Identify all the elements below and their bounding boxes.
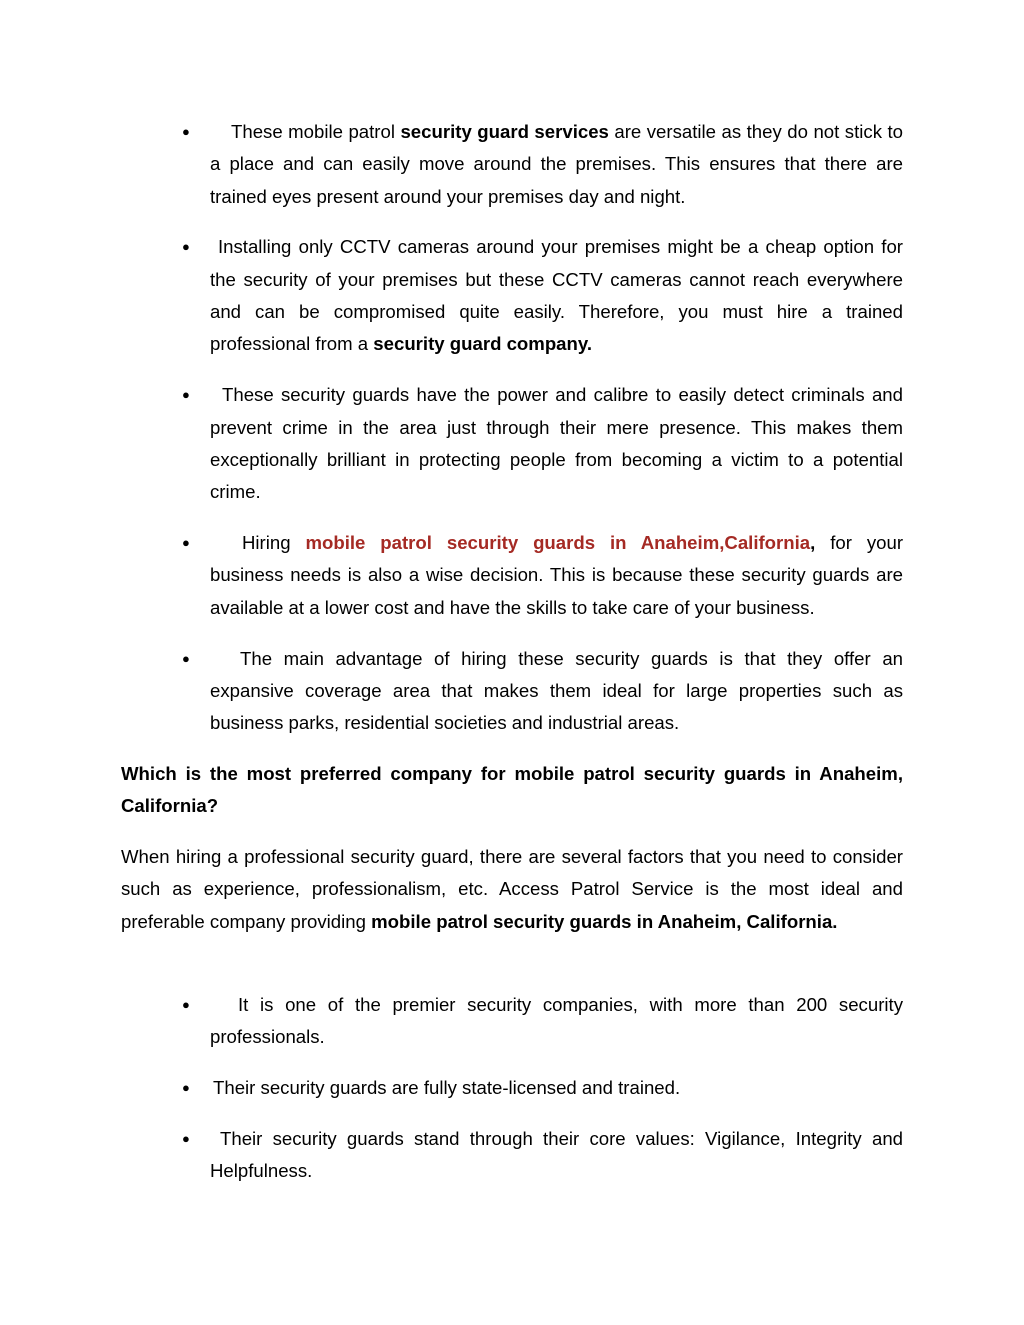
list-item <box>182 989 903 1054</box>
body-paragraph: When hiring a professional security guard, there are several factors that you need to consider such as experience, professionalism, etc. Access Patrol Service is the most ideal and preferable company providing mobile patrol security guards in Anaheim, California. <box>121 846 903 932</box>
benefits-list <box>182 116 903 739</box>
list-item-text: Installing only CCTV cameras around your premises might be a cheap option for the security of your premises but these CCTV cameras cannot reach everywhere and can be compromised quite easily. Therefore, you must hire a trained professional from a security guard company. <box>210 236 903 355</box>
list-item <box>182 643 903 740</box>
bold-phrase: security guard company. <box>373 333 593 355</box>
bullet-icon: ● <box>182 535 190 551</box>
bullet-icon: ● <box>182 997 190 1012</box>
section-heading: Which is the most preferred company for mobile patrol security guards in Anaheim, California? <box>121 763 903 817</box>
bullet-icon: ● <box>182 1080 190 1096</box>
list-item-text: Hiring mobile patrol security guards in Anaheim,California, for your business needs is also a wise decision. This is because these security guards are available at a lower cost and have the skills to take care of your business. <box>210 532 904 618</box>
bold-phrase: mobile patrol security guards in Anaheim, California. <box>371 910 838 932</box>
list-item-text: It is one of the premier security companies, with more than 200 security professionals. <box>210 994 903 1048</box>
list-item-text: These mobile patrol security guard services are versatile as they do not stick to a place and can easily move around the premises. This ensures that there are trained eyes present around your premises day and night. <box>210 121 903 207</box>
list-item <box>182 1123 903 1188</box>
bold-phrase: security guard services <box>400 121 609 142</box>
mobile-patrol-link[interactable]: mobile patrol security guards in Anaheim,California <box>305 532 811 554</box>
list-item <box>182 116 903 213</box>
list-item <box>182 231 903 360</box>
bullet-icon: ● <box>182 387 190 403</box>
bullet-icon: ● <box>182 239 190 255</box>
list-item-text: The main advantage of hiring these security guards is that they offer an expansive coverage area that makes them ideal for large properties such as business parks, residential societies and industrial areas. <box>210 647 903 734</box>
bullet-icon: ● <box>182 124 190 139</box>
list-item-text: Their security guards stand through their core values: Vigilance, Integrity and Helpfulness. <box>210 1128 903 1182</box>
list-item <box>182 379 903 508</box>
company-features-list <box>182 989 903 1188</box>
list-item <box>182 527 903 624</box>
list-item-text: These security guards have the power and calibre to easily detect criminals and prevent crime in the area just through their mere presence. This makes them exceptionally brilliant in protecting people from becoming a victim to a potential crime. <box>210 384 903 503</box>
list-item <box>182 1072 903 1104</box>
bullet-icon: ● <box>182 1131 190 1147</box>
bullet-icon: ● <box>182 650 190 666</box>
list-item-text: Their security guards are fully state-licensed and trained. <box>213 1077 681 1099</box>
